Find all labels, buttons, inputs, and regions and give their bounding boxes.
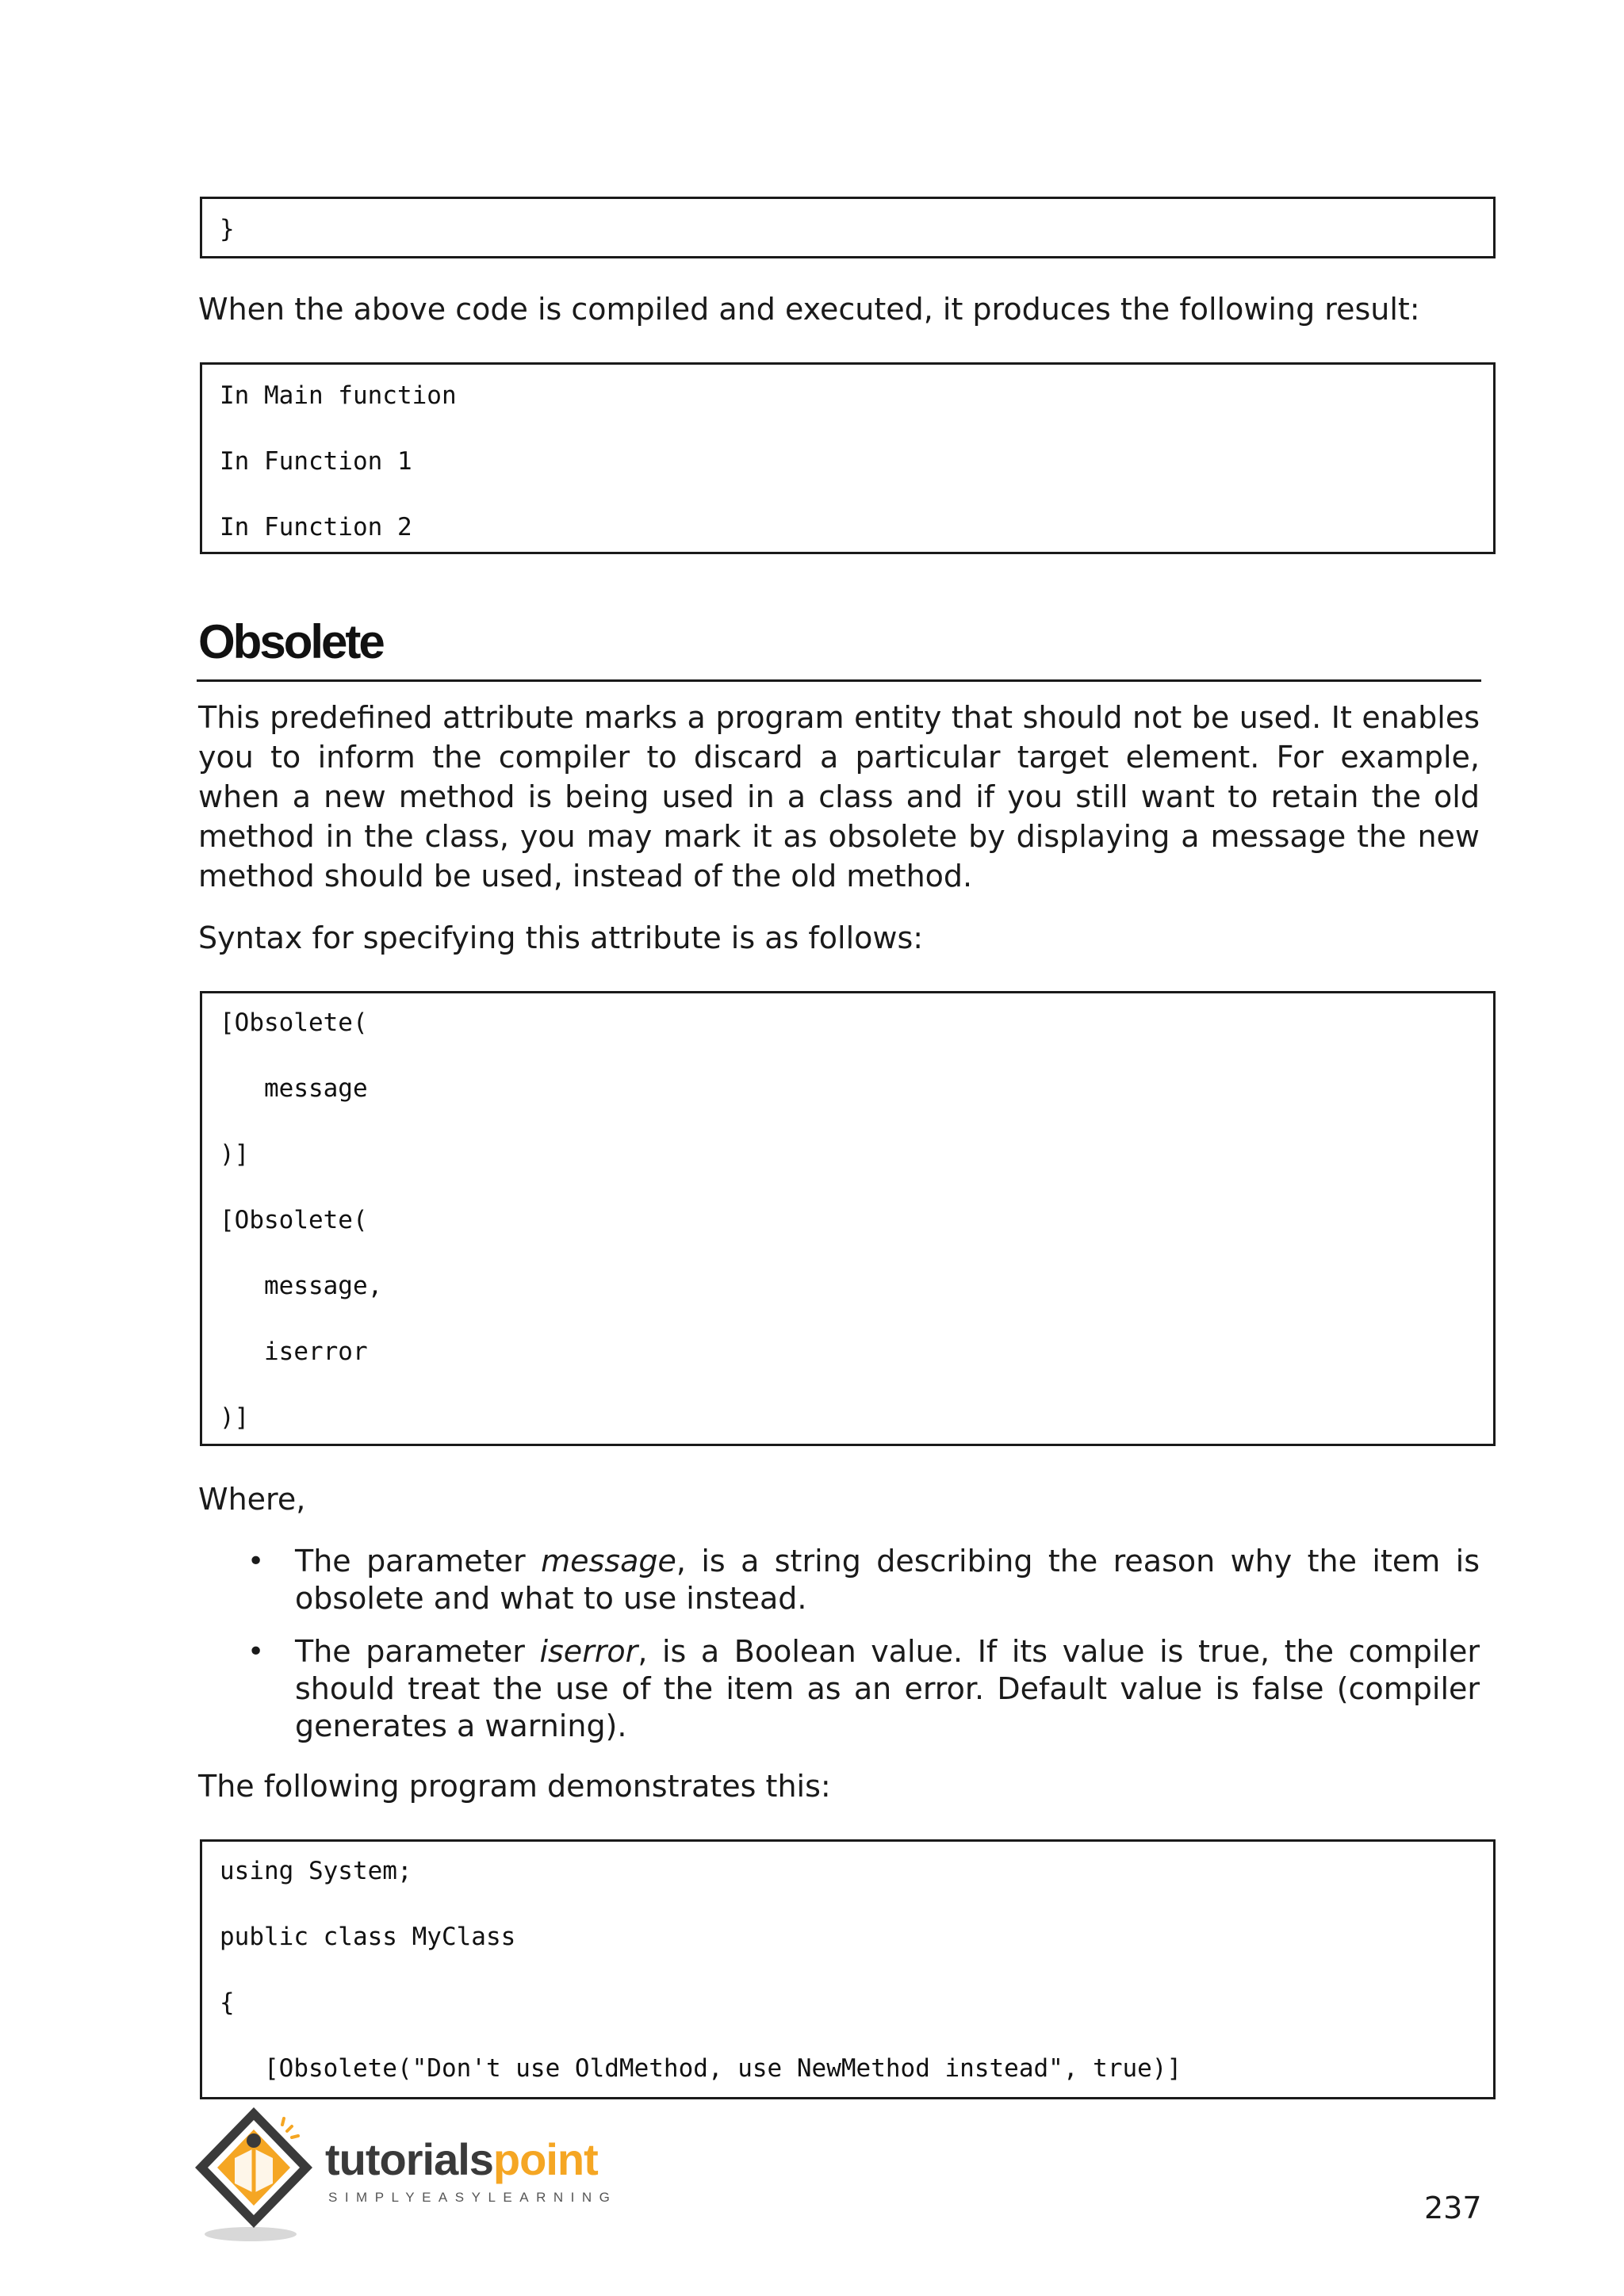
bullet-text: , is a Boolean value. If its value is true, the compiler should treat the use of the item as an error. Default value is false (compiler generates a warning). [295, 1634, 1480, 1743]
output-block [200, 362, 1496, 554]
bullet-item-message [295, 1543, 1480, 1617]
syntax-line: )] [220, 1403, 250, 1432]
program-line: using System; [220, 1857, 412, 1885]
demo-intro: The following program demonstrates this: [198, 1769, 831, 1804]
syntax-line: )] [220, 1140, 250, 1169]
syntax-line: message [220, 1074, 368, 1103]
result-intro: When the above code is compiled and executed, it produces the following result: [198, 292, 1420, 327]
output-line: In Function 1 [220, 447, 412, 476]
syntax-line: [Obsolete( [220, 1206, 368, 1234]
program-line: public class MyClass [220, 1923, 516, 1951]
section-description: This predefined attribute marks a program entity that should not be used. It enables you to inform the compiler to discard a particular target element. For example, when a new method is being used in a class and if you still want to retain the old method in the class, you may mark it as obsolete by displaying a message the new method should be used, instead of the old method. [198, 700, 1480, 894]
where-label: Where, [198, 1482, 306, 1517]
syntax-block [200, 991, 1496, 1446]
bullet-dot-icon: • [247, 1636, 265, 1668]
program-line: { [220, 1988, 235, 2017]
param-name: message [541, 1544, 676, 1578]
code-block-top [200, 197, 1496, 258]
bullet-text: , is a string describing the reason why the item is obsolete and what to use instead. [295, 1544, 1480, 1616]
syntax-line: iserror [220, 1337, 368, 1366]
page-number: 237 [1424, 2191, 1482, 2225]
program-block [200, 1839, 1496, 2099]
param-name: iserror [539, 1634, 638, 1669]
output-line: In Main function [220, 381, 457, 410]
bullet-dot-icon: • [247, 1545, 265, 1578]
output-line: In Function 2 [220, 513, 412, 541]
syntax-intro: Syntax for specifying this attribute is as follows: [198, 920, 924, 955]
bullet-text: The parameter [295, 1634, 540, 1669]
tutorialspoint-logo [193, 2103, 653, 2245]
logo-diamond-icon [193, 2103, 328, 2245]
bullet-text: The parameter [295, 1544, 542, 1578]
syntax-line: [Obsolete( [220, 1008, 368, 1037]
logo-tagline: SIMPLYEASYLEARNING [328, 2190, 618, 2205]
bullet-item-iserror [295, 1633, 1480, 1745]
heading-underline [197, 679, 1481, 682]
code-line: } [220, 215, 235, 243]
logo-wordmark: tutorialspoint [325, 2134, 598, 2184]
syntax-line: message, [220, 1272, 383, 1300]
section-heading: Obsolete [198, 615, 383, 668]
program-line: [Obsolete("Don't use OldMethod, use NewMethod instead", true)] [220, 2054, 1182, 2083]
